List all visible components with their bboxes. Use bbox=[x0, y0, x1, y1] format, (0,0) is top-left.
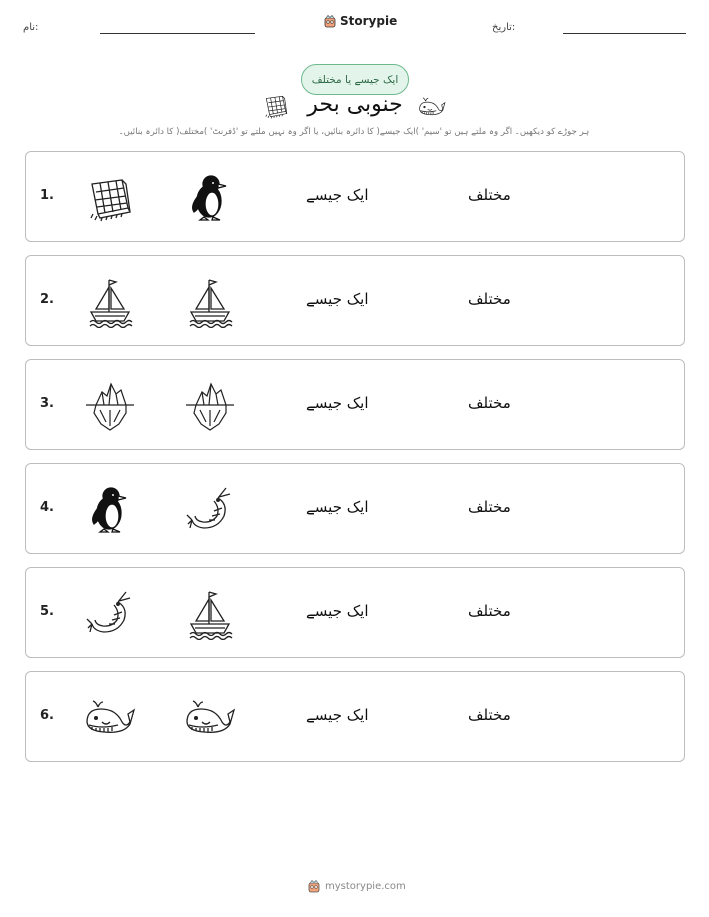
blanket-icon bbox=[84, 172, 136, 224]
question-row-3 bbox=[25, 359, 685, 450]
whale-icon bbox=[84, 692, 136, 744]
shrimp-icon bbox=[84, 588, 136, 640]
blanket-icon bbox=[262, 92, 290, 120]
sailboat-icon bbox=[184, 588, 236, 640]
sailboat-icon bbox=[184, 276, 236, 328]
question-row-1 bbox=[25, 151, 685, 242]
whale-icon bbox=[184, 692, 236, 744]
row-number: 3. bbox=[40, 396, 54, 411]
different-option[interactable]: مختلف bbox=[468, 290, 511, 308]
footer-url[interactable]: mystorypie.com bbox=[325, 881, 406, 892]
penguin-icon bbox=[184, 172, 236, 224]
different-option[interactable]: مختلف bbox=[468, 498, 511, 516]
iceberg-icon bbox=[84, 380, 136, 432]
shrimp-icon bbox=[184, 484, 236, 536]
question-row-5 bbox=[25, 567, 685, 658]
name-line[interactable] bbox=[100, 33, 255, 34]
different-option[interactable]: مختلف bbox=[468, 186, 511, 204]
same-option[interactable]: ایک جیسے bbox=[306, 290, 369, 308]
row-number: 1. bbox=[40, 188, 54, 203]
same-option[interactable]: ایک جیسے bbox=[306, 186, 369, 204]
same-option[interactable]: ایک جیسے bbox=[306, 498, 369, 516]
brand-logo bbox=[324, 14, 397, 28]
date-line[interactable] bbox=[563, 33, 686, 34]
footer bbox=[308, 880, 406, 893]
storypie-logo-icon bbox=[308, 880, 320, 893]
row-number: 4. bbox=[40, 500, 54, 515]
different-option[interactable]: مختلف bbox=[468, 602, 511, 620]
brand-name: Storypie bbox=[340, 14, 398, 28]
instructions: ہر جوڑے کو دیکھیں۔ اگر وہ ملتے ہیں تو 'سیم' )ایک جیسے( کا دائرہ بنائیں، یا اگر وہ نہیں ملتے تو 'ڈفرنٹ' )مختلف( کا دائرہ بنائیں۔ bbox=[118, 127, 590, 137]
different-option[interactable]: مختلف bbox=[468, 394, 511, 412]
same-option[interactable]: ایک جیسے bbox=[306, 602, 369, 620]
iceberg-icon bbox=[184, 380, 236, 432]
question-row-6 bbox=[25, 671, 685, 762]
different-option[interactable]: مختلف bbox=[468, 706, 511, 724]
row-number: 5. bbox=[40, 604, 54, 619]
sailboat-icon bbox=[84, 276, 136, 328]
same-option[interactable]: ایک جیسے bbox=[306, 394, 369, 412]
storypie-logo-icon bbox=[324, 15, 336, 28]
same-option[interactable]: ایک جیسے bbox=[306, 706, 369, 724]
question-row-2 bbox=[25, 255, 685, 346]
name-label: نام: bbox=[23, 22, 39, 33]
worksheet-title: جنوبی بحر bbox=[307, 92, 403, 117]
penguin-icon bbox=[84, 484, 136, 536]
row-number: 6. bbox=[40, 708, 54, 723]
date-label: تاریخ: bbox=[492, 22, 516, 33]
row-number: 2. bbox=[40, 292, 54, 307]
question-row-4 bbox=[25, 463, 685, 554]
worksheet-type-pill: ایک جیسے یا مختلف bbox=[301, 64, 409, 95]
whale-icon bbox=[416, 93, 448, 121]
